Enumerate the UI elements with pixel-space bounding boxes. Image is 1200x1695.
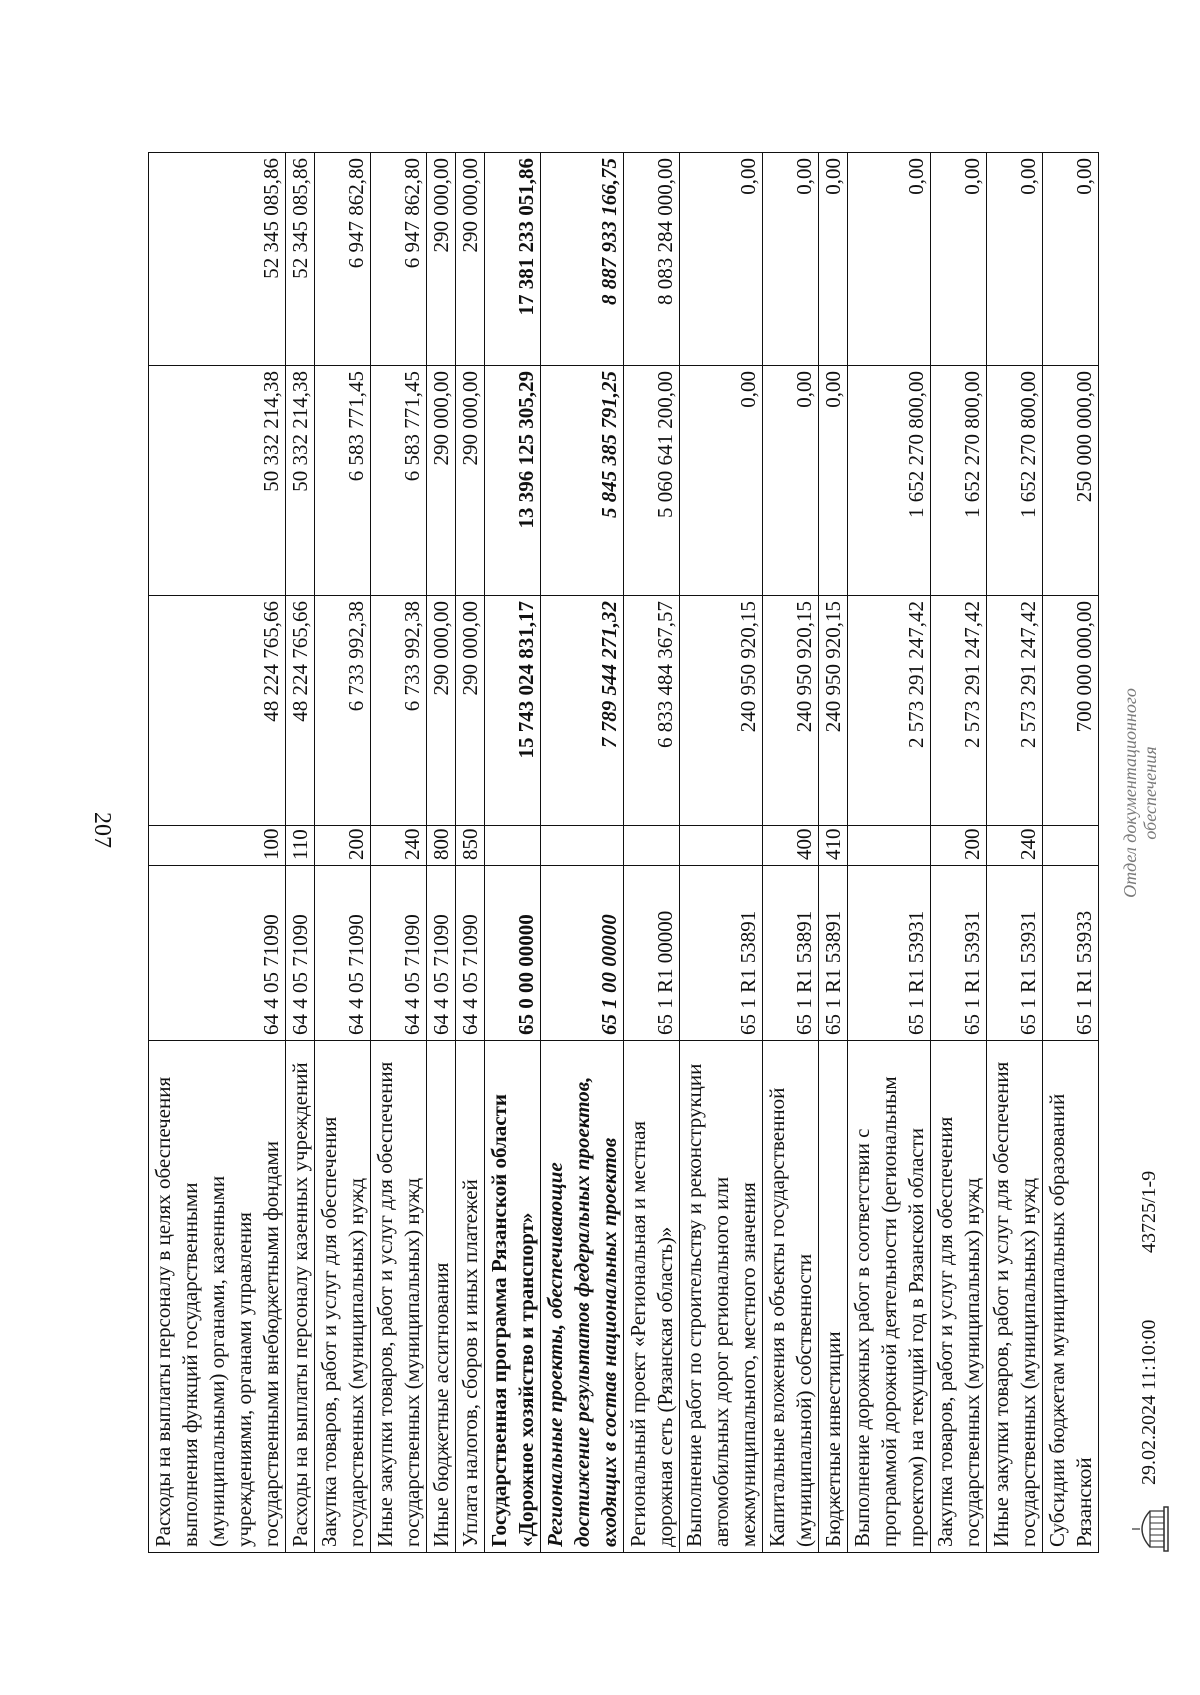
cell-amount-1: 48 224 765,66: [149, 596, 286, 826]
cell-amount-3: 52 345 085,86: [149, 153, 286, 366]
cell-amount-1: 7 789 544 271,32: [541, 596, 624, 826]
cell-amount-3: 6 947 862,80: [315, 153, 371, 366]
cell-amount-3: 52 345 085,86: [286, 153, 315, 366]
cell-amount-3: 8 083 284 000,00: [624, 153, 680, 366]
table-row: [541, 153, 624, 1553]
cell-amount-2: 50 332 214,38: [286, 366, 315, 596]
table-row: [680, 153, 763, 1553]
table-row: [987, 153, 1043, 1553]
cell-amount-3: 17 381 233 051,86: [485, 153, 541, 366]
cell-name: Бюджетные инвестиции: [819, 1041, 848, 1553]
footer-code: 43725/1-9: [1138, 1170, 1160, 1253]
cell-vr: [485, 826, 541, 866]
cell-csr: 65 1 R1 53931: [848, 866, 931, 1041]
table-row: [427, 153, 456, 1553]
cell-vr: 800: [427, 826, 456, 866]
cell-name: Иные закупки товаров, работ и услуг для обеспечения государственных (муниципальных) нужд: [987, 1041, 1043, 1553]
cell-amount-2: 0,00: [680, 366, 763, 596]
cell-vr: 850: [456, 826, 485, 866]
department-stamp: [1120, 633, 1160, 953]
cell-csr: 65 1 R1 00000: [624, 866, 680, 1041]
cell-amount-2: 6 583 771,45: [371, 366, 427, 596]
table-row: [286, 153, 315, 1553]
cell-amount-2: 1 652 270 800,00: [848, 366, 931, 596]
cell-vr: 400: [763, 826, 819, 866]
cell-amount-2: 50 332 214,38: [149, 366, 286, 596]
cell-amount-1: 700 000 000,00: [1043, 596, 1099, 826]
cell-csr: 64 4 05 71090: [456, 866, 485, 1041]
table-row: [456, 153, 485, 1553]
cell-amount-2: 1 652 270 800,00: [987, 366, 1043, 596]
table-row: [485, 153, 541, 1553]
cell-amount-3: 8 887 933 166,75: [541, 153, 624, 366]
budget-table: [148, 152, 1099, 1553]
table-row: [371, 153, 427, 1553]
cell-name: Расходы на выплаты персоналу казенных учреждений: [286, 1041, 315, 1553]
cell-csr: 65 0 00 00000: [485, 866, 541, 1041]
cell-amount-3: 0,00: [931, 153, 987, 366]
cell-name: Государственная программа Рязанской области «Дорожное хозяйство и транспорт»: [485, 1041, 541, 1553]
cell-name: Субсидии бюджетам муниципальных образований Рязанской: [1043, 1041, 1099, 1553]
cell-amount-2: 290 000,00: [427, 366, 456, 596]
cell-amount-2: 290 000,00: [456, 366, 485, 596]
cell-vr: [541, 826, 624, 866]
cell-amount-1: 2 573 291 247,42: [931, 596, 987, 826]
footer-date: 29.02.2024 11:10:00: [1138, 1319, 1160, 1485]
cell-amount-1: 290 000,00: [427, 596, 456, 826]
stamp-line-2: обеспечения: [1140, 746, 1160, 840]
cell-vr: [1043, 826, 1099, 866]
cell-csr: 64 4 05 71090: [427, 866, 456, 1041]
cell-amount-2: 250 000 000,00: [1043, 366, 1099, 596]
cell-csr: 65 1 R1 53931: [931, 866, 987, 1041]
cell-csr: 65 1 R1 53933: [1043, 866, 1099, 1041]
cell-csr: 64 4 05 71090: [371, 866, 427, 1041]
cell-name: Выполнение дорожных работ в соответствии с программой дорожной деятельности (региональным проектом) на текущий год в Рязанской области: [848, 1041, 931, 1553]
page-number: 207: [89, 812, 115, 848]
cell-amount-1: 6 733 992,38: [315, 596, 371, 826]
cell-vr: [624, 826, 680, 866]
cell-vr: [680, 826, 763, 866]
cell-amount-1: 2 573 291 247,42: [848, 596, 931, 826]
cell-amount-1: 240 950 920,15: [819, 596, 848, 826]
cell-vr: 110: [286, 826, 315, 866]
cell-amount-2: 13 396 125 305,29: [485, 366, 541, 596]
cell-amount-2: 6 583 771,45: [315, 366, 371, 596]
cell-vr: 100: [149, 826, 286, 866]
cell-name: Уплата налогов, сборов и иных платежей: [456, 1041, 485, 1553]
table-row: [848, 153, 931, 1553]
cell-vr: 200: [931, 826, 987, 866]
cell-vr: 200: [315, 826, 371, 866]
cell-csr: 65 1 00 00000: [541, 866, 624, 1041]
cell-amount-3: 0,00: [763, 153, 819, 366]
cell-amount-1: 240 950 920,15: [680, 596, 763, 826]
cell-vr: [848, 826, 931, 866]
cell-vr: 240: [371, 826, 427, 866]
table-row: [1043, 153, 1099, 1553]
cell-csr: 64 4 05 71090: [315, 866, 371, 1041]
table-row: [315, 153, 371, 1553]
cell-amount-1: 15 743 024 831,17: [485, 596, 541, 826]
cell-name: Региональные проекты, обеспечивающие достижение результатов федеральных проектов, входящих в состав национальных проектов: [541, 1041, 624, 1553]
cell-amount-2: 0,00: [763, 366, 819, 596]
cell-amount-1: 2 573 291 247,42: [987, 596, 1043, 826]
cell-amount-2: 1 652 270 800,00: [931, 366, 987, 596]
table-row: [624, 153, 680, 1553]
cell-name: Иные бюджетные ассигнования: [427, 1041, 456, 1553]
footer: [1120, 153, 1180, 1553]
table-row: [149, 153, 286, 1553]
cell-name: Выполнение работ по строительству и реконструкции автомобильных дорог регионального или межмуниципального, местного значения: [680, 1041, 763, 1553]
cell-amount-3: 290 000,00: [427, 153, 456, 366]
cell-amount-2: 5 845 385 791,25: [541, 366, 624, 596]
cell-amount-3: 0,00: [987, 153, 1043, 366]
cell-amount-1: 290 000,00: [456, 596, 485, 826]
cell-name: Расходы на выплаты персоналу в целях обеспечения выполнения функций государственными (муниципальными) органами, казенными учреждениями, органами управления государственными внебюджетными фондами: [149, 1041, 286, 1553]
cell-name: Закупка товаров, работ и услуг для обеспечения государственных (муниципальных) нужд: [315, 1041, 371, 1553]
cell-name: Региональный проект «Региональная и местная дорожная сеть (Рязанская область)»: [624, 1041, 680, 1553]
cell-amount-3: 0,00: [680, 153, 763, 366]
cell-name: Иные закупки товаров, работ и услуг для обеспечения государственных (муниципальных) нужд: [371, 1041, 427, 1553]
table-row: [931, 153, 987, 1553]
cell-amount-2: 5 060 641 200,00: [624, 366, 680, 596]
cell-amount-1: 6 833 484 367,57: [624, 596, 680, 826]
cell-amount-3: 0,00: [819, 153, 848, 366]
table-row: [763, 153, 819, 1553]
cell-amount-3: 0,00: [848, 153, 931, 366]
cell-csr: 65 1 R1 53891: [819, 866, 848, 1041]
cell-csr: 65 1 R1 53931: [987, 866, 1043, 1041]
cell-vr: 240: [987, 826, 1043, 866]
cell-amount-1: 240 950 920,15: [763, 596, 819, 826]
cell-vr: 410: [819, 826, 848, 866]
cell-name: Капитальные вложения в объекты государственной (муниципальной) собственности: [763, 1041, 819, 1553]
cell-amount-3: 290 000,00: [456, 153, 485, 366]
cell-amount-1: 48 224 765,66: [286, 596, 315, 826]
cell-amount-2: 0,00: [819, 366, 848, 596]
cell-amount-1: 6 733 992,38: [371, 596, 427, 826]
cell-csr: 64 4 05 71090: [286, 866, 315, 1041]
cell-amount-3: 6 947 862,80: [371, 153, 427, 366]
cell-csr: 65 1 R1 53891: [763, 866, 819, 1041]
cell-csr: 65 1 R1 53891: [680, 866, 763, 1041]
table-row: [819, 153, 848, 1553]
duma-logo-icon: [1128, 1505, 1172, 1553]
cell-csr: 64 4 05 71090: [149, 866, 286, 1041]
cell-amount-3: 0,00: [1043, 153, 1099, 366]
cell-name: Закупка товаров, работ и услуг для обеспечения государственных (муниципальных) нужд: [931, 1041, 987, 1553]
stamp-line-1: Отдел документационного: [1120, 688, 1140, 898]
